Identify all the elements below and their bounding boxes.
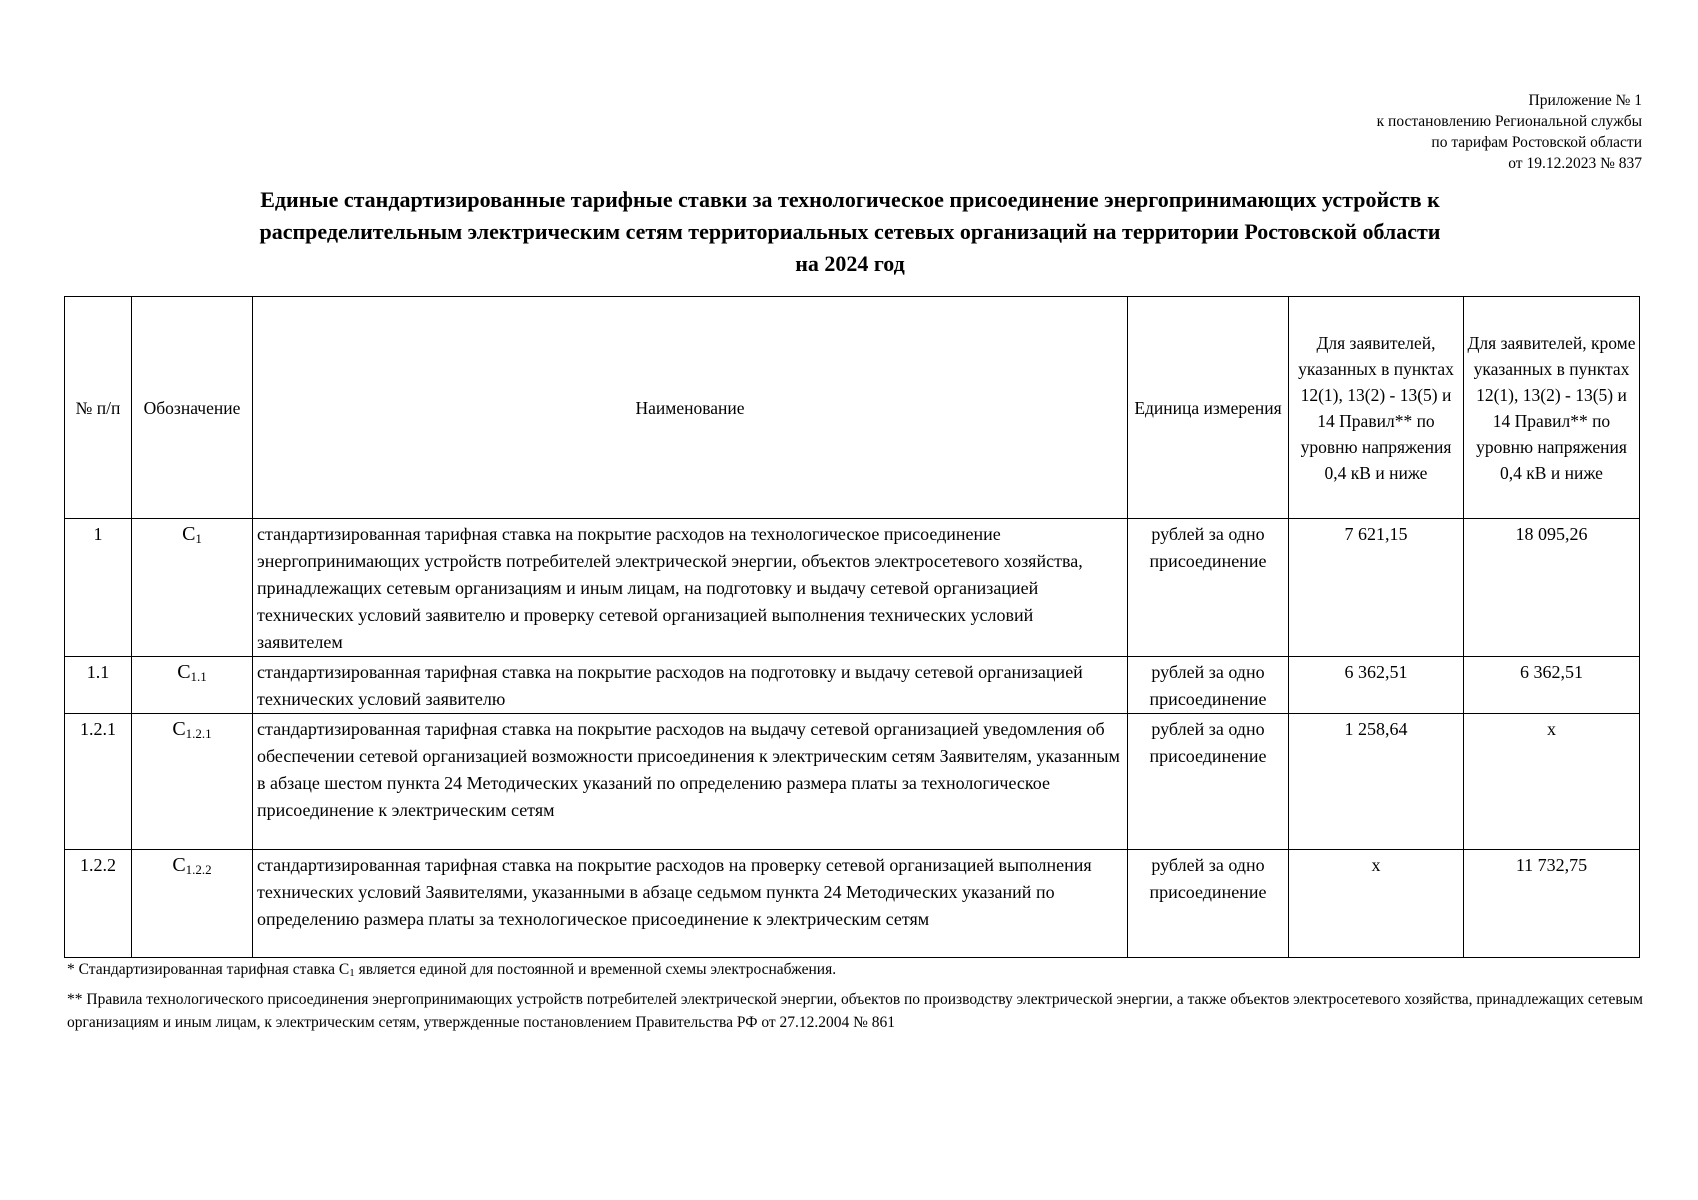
footnote-2: ** Правила технологического присоединения энергопринимающих устройств потребителей электрической энергии, объектов по производству электрической энергии, а также объектов электросетевого хозяйства, принадлежащих сетевым организациям и иным лицам, к электрическим сетям, утвержденные постановлением Правительства РФ от 27.12.2004 № 861 (67, 991, 1643, 1031)
footnotes (67, 958, 1647, 1034)
tariff-table (64, 296, 1640, 958)
row-value-a: 7 621,15 (1289, 519, 1464, 657)
table-row (65, 850, 1640, 958)
appendix-line: к постановлению Региональной службы (1376, 113, 1642, 130)
header-code: Обозначение (132, 297, 253, 519)
row-value-b: x (1464, 714, 1640, 850)
table-row (65, 657, 1640, 714)
header-unit: Единица измерения (1128, 297, 1289, 519)
row-code: $C_{1.2.2}$ (132, 850, 253, 958)
appendix-line: по тарифам Ростовской области (1431, 134, 1642, 151)
footnote-1: * Стандартизированная тарифная ставка $С_1$ является единой для постоянной и временной схемы электроснабжения. (67, 961, 837, 979)
row-num: 1.2.2 (65, 850, 132, 958)
row-value-a: x (1289, 850, 1464, 958)
row-value-b: 6 362,51 (1464, 657, 1640, 714)
table-row (65, 519, 1640, 657)
row-unit: рублей за одно присоединение (1128, 850, 1289, 958)
row-unit: рублей за одно присоединение (1128, 519, 1289, 657)
title-line: Единые стандартизированные тарифные ставки за технологическое присоединение энергопринимающих устройств к (260, 187, 1440, 212)
row-value-b: 11 732,75 (1464, 850, 1640, 958)
table-row (65, 714, 1640, 850)
header-num: № п/п (65, 297, 132, 519)
row-name: стандартизированная тарифная ставка на покрытие расходов на выдачу сетевой организацией уведомления об обеспечении сетевой организацией возможности присоединения к электрическим сетям Заявителям, указанным в абзаце шестом пункта 24 Методических указаний по определению размера платы за технологическое присоединение к электрическим сетям (253, 714, 1128, 850)
row-code: $C_{1.1}$ (132, 657, 253, 714)
row-value-b: 18 095,26 (1464, 519, 1640, 657)
title-line: на 2024 год (795, 251, 905, 276)
title-line: распределительным электрическим сетям территориальных сетевых организаций на территории Ростовской области (259, 219, 1441, 244)
row-name: стандартизированная тарифная ставка на покрытие расходов на проверку сетевой организацией выполнения технических условий Заявителями, указанными в абзаце седьмом пункта 24 Методических указаний по определению размера платы за технологическое присоединение к электрическим сетям (253, 850, 1128, 958)
row-code: $C_1$ (132, 519, 253, 657)
row-num: 1 (65, 519, 132, 657)
row-name: стандартизированная тарифная ставка на покрытие расходов на технологическое присоединение энергопринимающих устройств потребителей электрической энергии, объектов электросетевого хозяйства, принадлежащих сетевым организациям и иным лицам, на подготовку и выдачу сетевой организацией технических условий заявителю и проверку сетевой организацией выполнения технических условий заявителем (253, 519, 1128, 657)
document-title (80, 184, 1620, 280)
header-name: Наименование (253, 297, 1128, 519)
appendix-header (1377, 90, 1642, 174)
appendix-line: Приложение № 1 (1528, 92, 1642, 109)
row-code: $C_{1.2.1}$ (132, 714, 253, 850)
table-header-row (65, 297, 1640, 519)
header-col-a: Для заявителей, указанных в пунктах 12(1), 13(2) - 13(5) и 14 Правил** по уровню напряжения 0,4 кВ и ниже (1289, 297, 1464, 519)
row-num: 1.1 (65, 657, 132, 714)
header-col-b: Для заявителей, кроме указанных в пунктах 12(1), 13(2) - 13(5) и 14 Правил** по уровню напряжения 0,4 кВ и ниже (1464, 297, 1640, 519)
row-value-a: 6 362,51 (1289, 657, 1464, 714)
row-value-a: 1 258,64 (1289, 714, 1464, 850)
row-unit: рублей за одно присоединение (1128, 657, 1289, 714)
row-num: 1.2.1 (65, 714, 132, 850)
appendix-line: от 19.12.2023 № 837 (1508, 155, 1642, 172)
row-name: стандартизированная тарифная ставка на покрытие расходов на подготовку и выдачу сетевой организацией технических условий заявителю (253, 657, 1128, 714)
row-unit: рублей за одно присоединение (1128, 714, 1289, 850)
